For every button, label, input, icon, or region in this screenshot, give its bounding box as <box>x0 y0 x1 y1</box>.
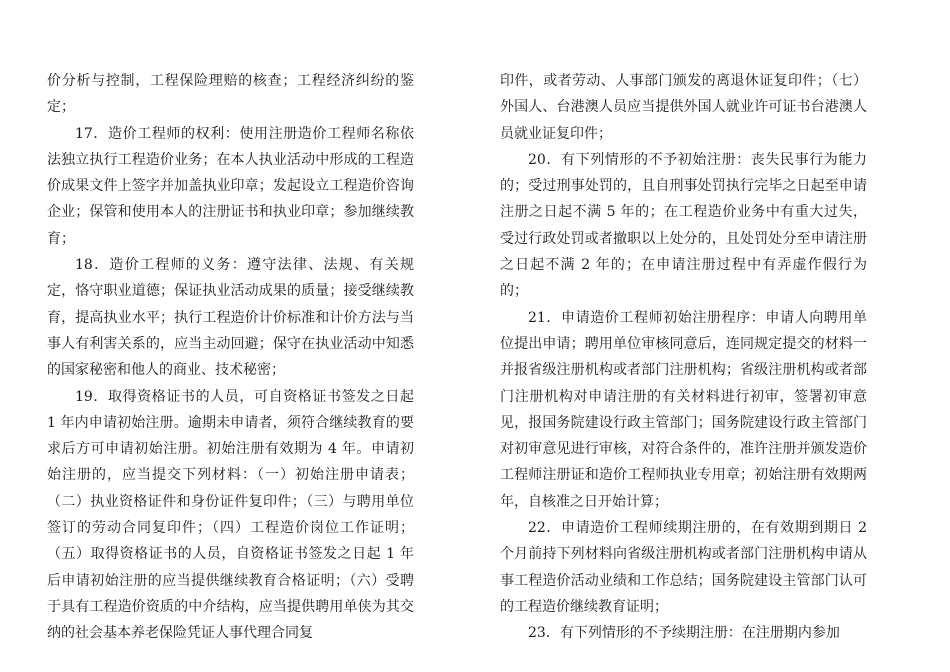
paragraph: 印件，或者劳动、人事部门颁发的离退休证复印件；（七）外国人、台港澳人员应当提供外国人就业许可证书台港澳人员就业证复印件； <box>500 73 867 142</box>
paragraph-22-renewal-registration: 22．申请造价工程师续期注册的，在有效期到期日 2 个月前持下列材料向省级注册机构或者部门注册机构申请从事工程造价活动业绩和工作总结；国务院建设主管部门认可的工程造价继续教育证明； <box>500 520 867 615</box>
paragraph-21-registration-procedure: 21．申请造价工程师初始注册程序：申请人向聘用单位提出申请；聘用单位审核同意后，连同规定提交的材料一并报省级注册机构或者部门注册机构；省级注册机构或者部门注册机构对申请注册的有关材料进行初审，签署初审意见，报国务院建设行政主管部门；国务院建设行政主管部门对初审意见进行审核，对符合条件的，准许注册并颁发造价工程师注册证和造价工程师执业专用章；初始注册有效期两年，自核准之日开始计算； <box>500 309 867 510</box>
paragraph-17-engineer-rights: 17．造价工程师的权利：使用注册造价工程师名称依法独立执行工程造价业务；在本人执业活动中形成的工程造价成果文件上签字并加盖执业印章；发起设立工程造价咨询企业；保管和使用本人的注册证书和执业印章；参加继续教育； <box>47 125 414 247</box>
left-column <box>47 68 414 647</box>
paragraph-18-engineer-obligations: 18．造价工程师的义务：遵守法律、法规、有关规定，恪守职业道德；保证执业活动成果的质量；接受继续教育，提高执业水平；执行工程造价计价标准和计价方法与当事人有利害关系的，应当主动回避；保守在执业活动中知悉的国家秘密和他人的商业、技术秘密； <box>47 257 414 379</box>
paragraph-23-renewal-denial: 23．有下列情形的不予续期注册：在注册期内参加 <box>528 625 840 642</box>
paragraph: 价分析与控制，工程保险理赔的核查；工程经济纠纷的鉴定； <box>47 73 414 116</box>
right-column <box>500 68 867 647</box>
paragraph-19-initial-registration: 19．取得资格证书的人员，可自资格证书签发之日起 1 年内申请初始注册。逾期未申请者，须符合继续教育的要求后方可申请初始注册。初始注册有效期为 4 年。申请初始注册的，应当提交下列材料：（一）初始注册申请表；（二）执业资格证件和身份证件复印件；（三）与聘用单位签订的劳动合同复印件；（四）工程造价岗位工作证明；（五）取得资格证书的人员，自资格证书签发之日起 1 年后申请初始注册的应当提供继续教育合格证明；（六）受聘于具有工程造价资质的中介结构，应当提供聘用单侠为其交纳的社会基本养老保险凭证人事代理合同复 <box>47 388 414 642</box>
paragraph-20-registration-denial: 20．有下列情形的不予初始注册：丧失民事行为能力的；受过刑事处罚的，且自刑事处罚执行完毕之日起至申请注册之日起不满 5 年的；在工程造价业务中有重大过失，受过行政处罚或者撤职以上处分的，且处罚处分至申请注册之日起不满 2 年的；在申请注册过程中有弄虚作假行为的； <box>500 151 867 300</box>
